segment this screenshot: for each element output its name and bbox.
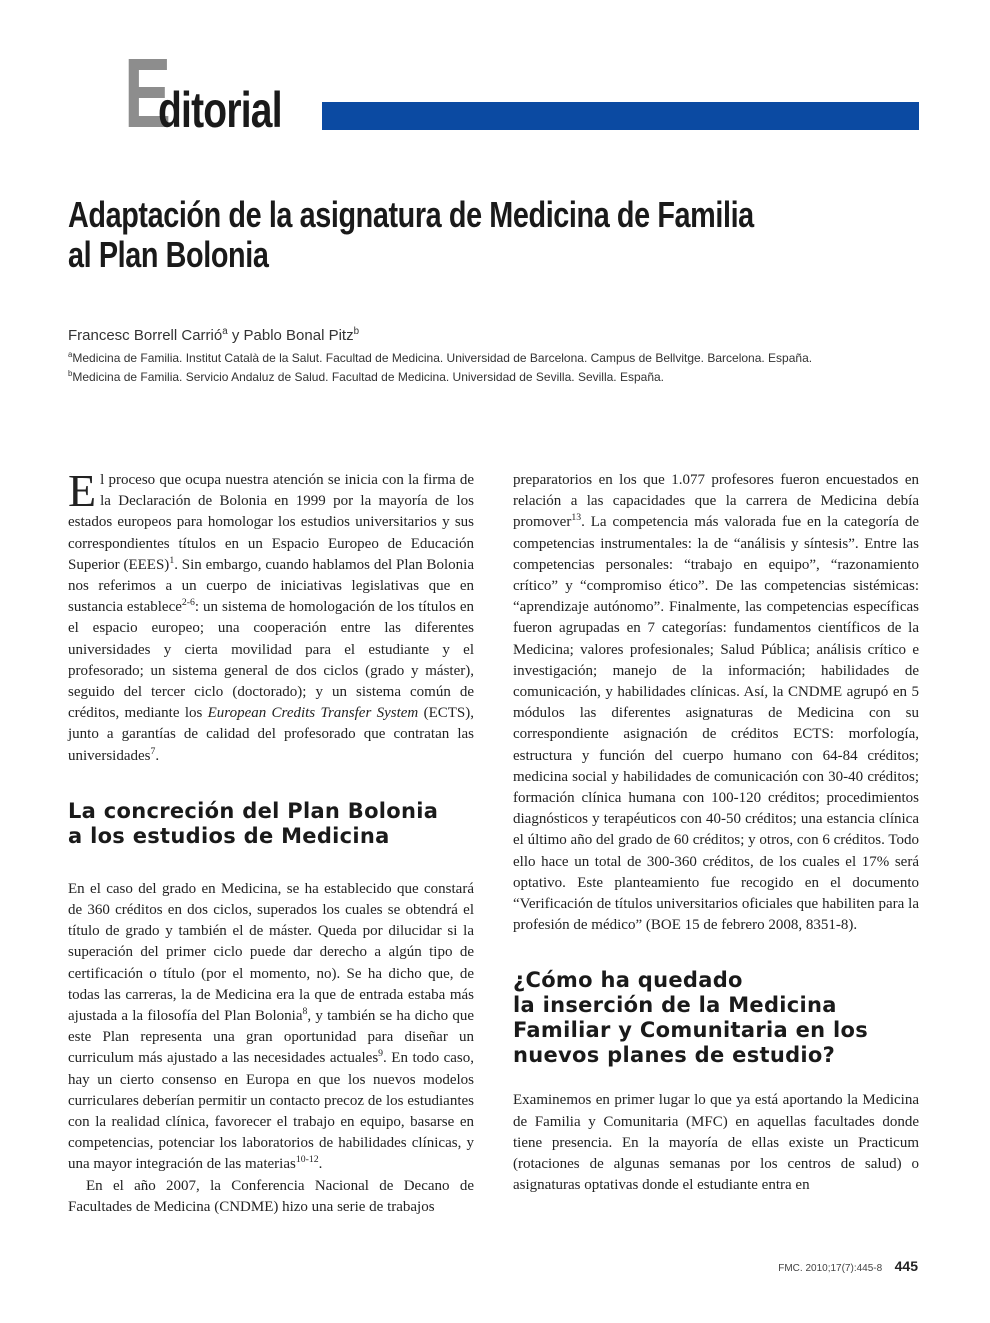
page-footer	[778, 1258, 918, 1276]
masthead-initial: E	[124, 38, 172, 148]
right-column	[513, 470, 919, 1196]
author-a: Francesc Borrell Carrió	[68, 327, 223, 344]
section-heading-bolonia: La concreción del Plan Bolonia a los estudios de Medicina	[68, 798, 439, 848]
left-column	[68, 465, 475, 1218]
affiliation-a: $^a$Medicina de Familia. Institut Català de la Salut. Facultad de Medicina. Universidad de Barcelona. Campus de Bellvitge. Barcelona. España.	[68, 350, 813, 365]
intro-paragraph: El proceso que ocupa nuestra atención se inicia con la firma de la Declaración de Bolonia en 1999 por la mayoría de los estados europeos para homologar los estudios universitarios y sus correspondientes títulos en un Espacio Europeo de Educación Superior (EEES)$^1$. Sin embargo, cuando hablamos del Plan Bolonia nos referimos a un cuerpo de iniciativas legislativas que en sustancia establece$^{2-6}$: un sistema de homologación de los títulos en el espacio europeo; una cooperación entre las diferentes universidades y cierta movilidad para el estudiante y el profesorado; un sistema general de dos ciclos (grado y máster), seguido del tercer ciclo (doctorado); y un sistema común de créditos, mediante los European Credits Transfer System (ECTS), junto a garantías de calidad del profesorado que contratan las universidades$^7$.	[68, 465, 474, 764]
section1-paragraph-2-start: En el año 2007, la Conferencia Nacional de Decano de Facultades de Medicina (CNDME) hizo una serie de trabajos	[68, 1177, 474, 1215]
masthead-label: ditorial	[158, 82, 282, 138]
author-b: Pablo Bonal Pitz	[243, 327, 354, 344]
journal-citation: FMC. 2010;17(7):445-8	[778, 1263, 883, 1274]
section1-paragraph-1: En el caso del grado en Medicina, se ha establecido que constará de 360 créditos en dos ciclos, superados los cuales se obtendrá el título de grado y también el de máster. Queda por dilucidar si la superación del primer ciclo puede dar derecho a algún tipo de certificación o título (por el momento, no). Se ha dicho que, de todas las carreras, la de Medicina era la que de entrada estaba más ajustada a la filosofía del Plan Bolonia$^8$, y también se ha dicho que este Plan representa una gran oportunidad para diseñar un curriculum más ajustado a las necesidades actuales$^9$. En todo caso, hay un cierto consenso en Europa en que los nuevos modelos curriculares deberían permitir un contacto precoz de los estudiantes con la realidad clínica, favorecer el trabajo en equipo, basarse en competencias, potenciar los laboratorios de habilidades clínicas, y una mayor integración de las materias$^{10-12}$.	[68, 880, 475, 1173]
masthead-color-bar	[322, 102, 919, 130]
section1-paragraph-2-cont: preparatorios en los que 1.077 profesores fueron encuestados en relación a las capacidades que la carrera de Medicina debía promover$^{13}$. La competencia más valorada fue en la categoría de competencias instrumentales: la de “análisis y síntesis”. Entre las competencias personales: “trabajo en equipo”, “razonamiento crítico” y “compromiso ético”. De las competencias sistémicas: “aprendizaje autónomo”. Finalmente, las competencias específicas fueron agrupadas en 7 categorías: fundamentos científicos de la Medicina; valores profesionales; Salud Pública; análisis crítico e investigación; manejo de la información; habilidades de comunicación, y habilidades clínicas. Así, la CNDME agrupó en 5 módulos las diferentes asignaturas de Medicina con su correspondiente asignación de créditos ECTS: morfología, estructura y función del cuerpo humano con 64-84 créditos; medicina social y habilidades de comunicación con 30-40 créditos; formación clínica humana con 100-120 créditos; procedimientos diagnósticos y terapéuticos con 40-50 créditos; una estancia clínica el último año del grado de 60 créditos; y otros, con 6 créditos. Todo ello hace un total de 300-360 créditos, de los cuales el 17% será optativo. Este planteamiento fue recogido en el documento “Verificación de títulos universitarios oficiales que habiliten para la profesión de médico” (BOE 15 de febrero 2008, 8351-8).	[513, 472, 919, 934]
affiliation-b: $^b$Medicina de Familia. Servicio Andaluz de Salud. Facultad de Medicina. Universidad de Sevilla. Sevilla. España.	[68, 369, 664, 384]
author-line: Francesc Borrell Carrió$^a$ y Pablo Bonal Pitz$^b$	[68, 326, 360, 344]
article-title: Adaptación de la asignatura de Medicina de Familia al Plan Bolonia	[68, 194, 754, 275]
drop-cap: E	[68, 465, 97, 516]
section2-paragraph-1: Examinemos en primer lugar lo que ya está aportando la Medicina de Familia y Comunitaria (MFC) en aquellas facultades donde tiene presencia. En la mayoría de ellas existe un Practicum (rotaciones de algunas semanas por los centros de salud) o asignaturas optativas donde el estudiante entra en	[513, 1092, 919, 1194]
page-number: 445	[894, 1258, 918, 1274]
section-heading-mfc: ¿Cómo ha quedado la inserción de la Medicina Familiar y Comunitaria en los nuevos planes de estudio?	[513, 968, 868, 1068]
